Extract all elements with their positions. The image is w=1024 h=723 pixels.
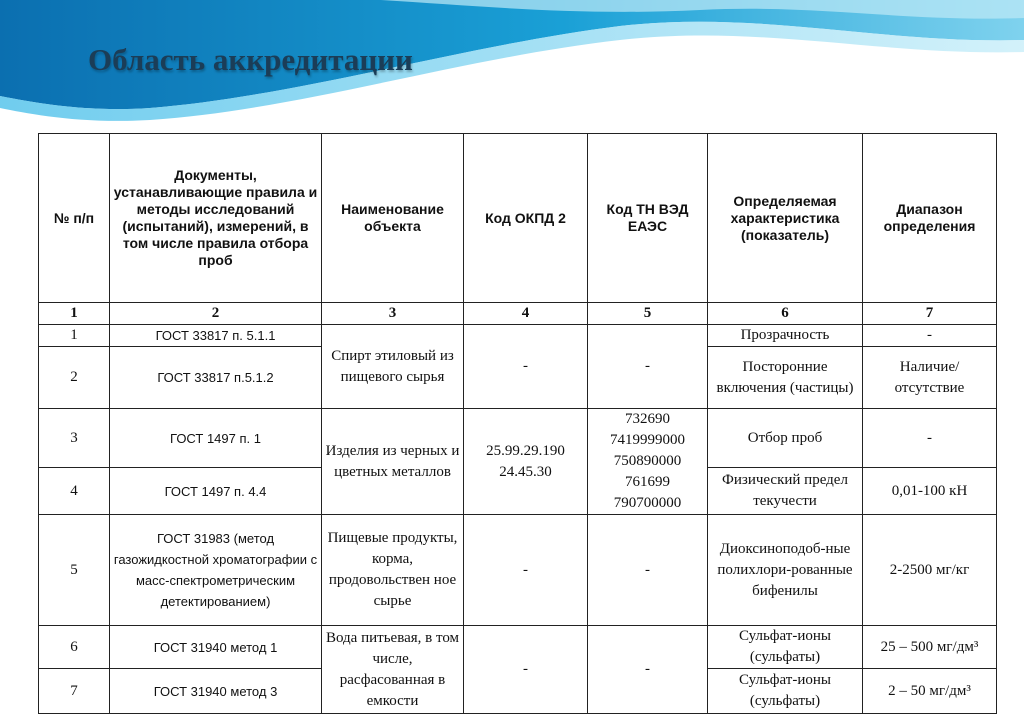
row-range: 25 – 500 мг/дм³ [863,626,997,669]
header-object: Наименование объекта [322,134,464,303]
header-row [39,134,997,303]
row-object: Вода питьевая, в том числе, расфасованная в емкости [322,626,464,714]
row-characteristic: Сульфат-ионы (сульфаты) [708,669,863,714]
row-range: 2 – 50 мг/дм³ [863,669,997,714]
row-num: 4 [39,468,110,515]
row-num: 7 [39,669,110,714]
row-num: 5 [39,515,110,626]
row-tnved: 732690 7419999000 750890000 761699 790700000 [588,409,708,515]
table-row [39,515,997,626]
row-range: 2-2500 мг/кг [863,515,997,626]
row-tnved: - [588,626,708,714]
table-row [39,626,997,669]
header-tnved: Код ТН ВЭД ЕАЭС [588,134,708,303]
col-number: 5 [588,303,708,325]
col-number: 1 [39,303,110,325]
row-object: Спирт этиловый из пищевого сырья [322,325,464,409]
row-characteristic: Диоксиноподоб-ные полихлори-рованные бифенилы [708,515,863,626]
row-okpd: - [464,325,588,409]
row-num: 2 [39,347,110,409]
header-okpd: Код ОКПД 2 [464,134,588,303]
header-docs: Документы, устанавливающие правила и методы исследований (испытаний), измерений, в том числе правила отбора проб [110,134,322,303]
col-number: 7 [863,303,997,325]
row-doc: ГОСТ 33817 п. 5.1.1 [110,325,322,347]
header-range: Диапазон определения [863,134,997,303]
header-characteristic: Определяемая характеристика (показатель) [708,134,863,303]
table-row [39,325,997,347]
row-doc: ГОСТ 31940 метод 3 [110,669,322,714]
col-number: 6 [708,303,863,325]
col-number: 3 [322,303,464,325]
row-okpd: - [464,515,588,626]
row-object: Пищевые продукты, корма, продовольствен ное сырье [322,515,464,626]
row-num: 6 [39,626,110,669]
row-doc: ГОСТ 31940 метод 1 [110,626,322,669]
row-okpd: 25.99.29.190 24.45.30 [464,409,588,515]
row-range: - [863,325,997,347]
accreditation-table [38,133,997,714]
column-number-row [39,303,997,325]
row-characteristic: Отбор проб [708,409,863,468]
row-num: 3 [39,409,110,468]
header-num: № п/п [39,134,110,303]
row-num: 1 [39,325,110,347]
col-number: 4 [464,303,588,325]
row-object: Изделия из черных и цветных металлов [322,409,464,515]
row-doc: ГОСТ 1497 п. 4.4 [110,468,322,515]
row-range: 0,01-100 кН [863,468,997,515]
row-okpd: - [464,626,588,714]
row-characteristic: Физический предел текучести [708,468,863,515]
table-row [39,409,997,468]
row-tnved: - [588,515,708,626]
row-range: Наличие/ отсутствие [863,347,997,409]
row-characteristic: Прозрачность [708,325,863,347]
page-title: Область аккредитации [88,42,413,77]
row-tnved: - [588,325,708,409]
row-range: - [863,409,997,468]
row-doc: ГОСТ 1497 п. 1 [110,409,322,468]
row-doc: ГОСТ 31983 (метод газожидкостной хроматографии с масс-спектрометрическим детектированием) [110,515,322,626]
col-number: 2 [110,303,322,325]
row-characteristic: Посторонние включения (частицы) [708,347,863,409]
row-characteristic: Сульфат-ионы (сульфаты) [708,626,863,669]
row-doc: ГОСТ 33817 п.5.1.2 [110,347,322,409]
